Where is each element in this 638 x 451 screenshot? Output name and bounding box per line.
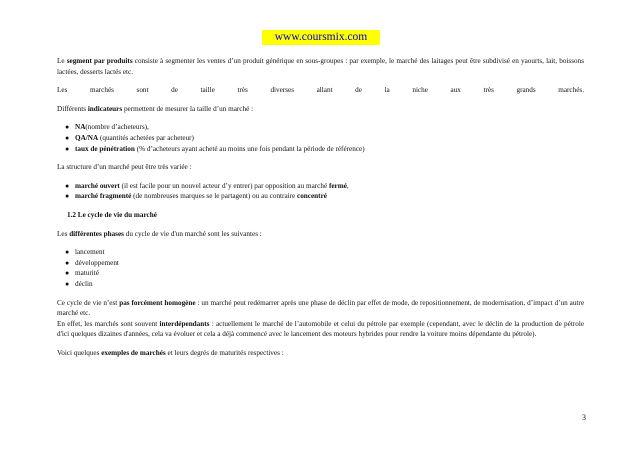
bullet-icon: ● [65, 123, 70, 132]
spread-word: très [237, 86, 248, 95]
list-item [57, 122, 584, 133]
paragraph-homogene [57, 298, 584, 319]
section-title: 1.2 Le cycle de vie du marché [67, 210, 157, 219]
bullet-icon: ● [65, 248, 70, 257]
bold-text: fermé [328, 181, 347, 190]
page-number: 3 [582, 413, 586, 422]
bullet-icon: ● [65, 144, 70, 153]
bold-text: marché ouvert [75, 181, 120, 190]
bold-text: indicateurs [87, 104, 123, 113]
bullet-icon: ● [65, 133, 70, 142]
bullet-icon: ● [65, 258, 70, 267]
bold-text: taux de pénétration [75, 144, 135, 153]
list-item [57, 133, 584, 144]
paragraph-segment-produits [57, 56, 584, 77]
spread-word: très [483, 86, 494, 95]
paragraph-taille-marches [57, 85, 584, 96]
list-item [57, 268, 584, 279]
spread-word: allant [316, 86, 333, 95]
bold-text: différentes phases [69, 229, 124, 238]
bullet-icon: ● [65, 269, 70, 278]
text: Le [57, 57, 67, 65]
bold-text: concentré [297, 192, 327, 201]
bold-text: exemples de marchés [101, 348, 166, 357]
spread-word: marchés. [558, 86, 584, 95]
bullet-icon: ● [65, 192, 70, 201]
bullet-icon: ● [65, 279, 70, 288]
text: (quantités achetées par acheteur) [98, 133, 194, 142]
spread-word: la [384, 86, 390, 95]
spread-word: Les [57, 86, 68, 95]
text: lancement [75, 248, 105, 257]
bold-text: marché fragmenté [75, 192, 132, 201]
indicators-list [57, 122, 584, 154]
bold-text: pas forcément homogène [119, 298, 196, 307]
text: (nombre d’acheteurs), [85, 123, 149, 132]
spread-word: grands [516, 86, 536, 95]
list-item [57, 258, 584, 269]
text: (il est facile pour un nouvel acteur d’y entrer) par opposition au marché [119, 181, 329, 190]
phases-list [57, 247, 584, 289]
text: , [346, 181, 349, 190]
spread-word: de [171, 86, 178, 95]
spread-word: marchés [89, 86, 114, 95]
bold-text: segment par produits [66, 57, 133, 65]
bold-text: interdépendants [159, 319, 210, 328]
spread-word: diverses [270, 86, 295, 95]
spread-word: de [355, 86, 362, 95]
text: maturité [75, 269, 99, 278]
text: En effet, les marchés sont souvent [57, 319, 160, 328]
bullet-icon: ● [65, 181, 70, 190]
text: du cycle de vie d'un marché sont les suivantes : [123, 229, 262, 238]
paragraph-indicateurs [57, 104, 584, 115]
list-item [57, 181, 584, 192]
spread-word: sont [136, 86, 149, 95]
list-item [57, 279, 584, 290]
paragraph-phases [57, 229, 584, 240]
spread-word: niche [412, 86, 428, 95]
bold-text: NA [75, 123, 86, 132]
paragraph-exemples [57, 348, 584, 359]
paragraph-structure: La structure d’un marché peut être très variée : [57, 163, 192, 172]
paragraph-interdependants [57, 319, 584, 340]
list-item [57, 191, 584, 202]
text: Ce cycle de vie n’est [57, 298, 120, 307]
text: : actuellement le marché de l’automobile et celui du pétrole par exemple (cependant, avec le déclin de la production de pétrole d'ici quelques dizaines d'années, cela va évoluer et cela a déjà commencé avec le lancement des moteurs hybrides pour rendre la voiture moins dépendante du pétrole). [57, 319, 585, 339]
spread-word: aux [450, 86, 461, 95]
document-body [57, 56, 584, 358]
list-item [57, 247, 584, 258]
text: (de nombreuses marques se le partagent) ou au contraire [131, 192, 298, 201]
text: (% d’acheteurs ayant acheté au moins une fois pendant la période de référence) [134, 144, 365, 153]
text: Les [57, 229, 70, 238]
list-item [57, 144, 584, 155]
text: Différents [57, 104, 88, 113]
structure-list [57, 181, 584, 202]
text: développement [75, 258, 119, 267]
text: : un marché peut redémarrer après une phase de déclin par effet de mode, de repositionnement, de modernisation, d’impact d’un autre marché etc. [57, 298, 585, 318]
header-link[interactable]: www.coursmix.com [262, 30, 380, 45]
spread-word: taille [200, 86, 215, 95]
text: Voici quelques [57, 348, 102, 357]
text: consiste à segmenter les ventes d’un produit générique en sous-groupes : par exemple, le marché des laitages peut être subdivisé en yaourts, lait, boissons lactées, desserts lactés etc. [57, 57, 584, 76]
text: déclin [75, 279, 93, 288]
bold-text: QA/NA [75, 133, 99, 142]
text: permettent de mesurer la taille d’un marché : [122, 104, 254, 113]
text: et leurs degrés de maturités respectives : [165, 348, 284, 357]
